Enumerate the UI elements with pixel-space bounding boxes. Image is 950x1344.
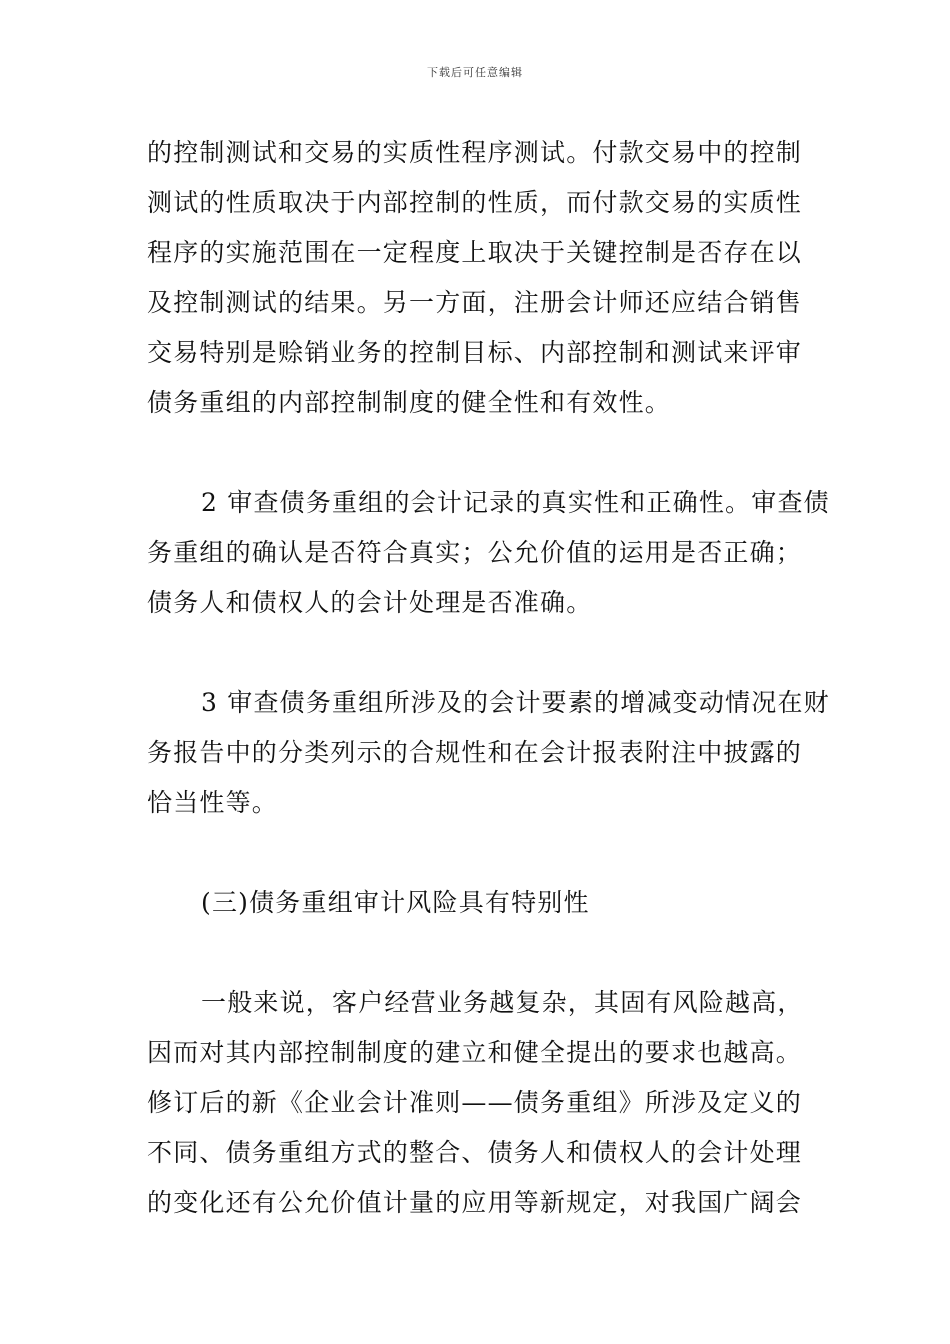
document-body bbox=[147, 128, 830, 1228]
paragraph-gap bbox=[147, 828, 809, 878]
paragraph-gap bbox=[147, 928, 809, 978]
text-line: 修订后的新《企业会计准则——债务重组》所涉及定义的 bbox=[147, 1088, 803, 1117]
heading-line: (三)债务重组审计风险具有特别性 bbox=[201, 888, 590, 917]
paragraph bbox=[147, 678, 830, 828]
paragraph bbox=[147, 128, 809, 428]
paragraph-gap bbox=[147, 628, 809, 678]
text-line: 交易特别是赊销业务的控制目标、内部控制和测试来评审 bbox=[147, 338, 803, 367]
text-line: 的控制测试和交易的实质性程序测试。付款交易中的控制 bbox=[147, 138, 803, 167]
text-line: 2 审查债务重组的会计记录的真实性和正确性。审查债 bbox=[201, 488, 830, 517]
page-header: 下载后可任意编辑 bbox=[427, 66, 523, 79]
text-line: 不同、债务重组方式的整合、债务人和债权人的会计处理 bbox=[147, 1138, 803, 1167]
text-line: 务报告中的分类列示的合规性和在会计报表附注中披露的 bbox=[147, 738, 803, 767]
text-line: 的变化还有公允价值计量的应用等新规定，对我国广阔会 bbox=[147, 1188, 803, 1217]
text-line: 测试的性质取决于内部控制的性质，而付款交易的实质性 bbox=[147, 188, 803, 217]
text-line: 3 审查债务重组所涉及的会计要素的增减变动情况在财 bbox=[201, 688, 830, 717]
text-line: 债务重组的内部控制制度的健全性和有效性。 bbox=[147, 388, 672, 417]
text-line: 务重组的确认是否符合真实；公允价值的运用是否正确； bbox=[147, 538, 803, 567]
paragraph bbox=[147, 478, 830, 628]
text-line: 一般来说，客户经营业务越复杂，其固有风险越高， bbox=[201, 988, 804, 1017]
section-heading bbox=[147, 878, 809, 928]
text-line: 因而对其内部控制制度的建立和健全提出的要求也越高。 bbox=[147, 1038, 803, 1067]
text-line: 程序的实施范围在一定程度上取决于关键控制是否存在以 bbox=[147, 238, 803, 267]
paragraph bbox=[147, 978, 809, 1228]
paragraph-gap bbox=[147, 428, 809, 478]
text-line: 债务人和债权人的会计处理是否准确。 bbox=[147, 588, 593, 617]
text-line: 及控制测试的结果。另一方面，注册会计师还应结合销售 bbox=[147, 288, 803, 317]
text-line: 恰当性等。 bbox=[147, 788, 279, 817]
